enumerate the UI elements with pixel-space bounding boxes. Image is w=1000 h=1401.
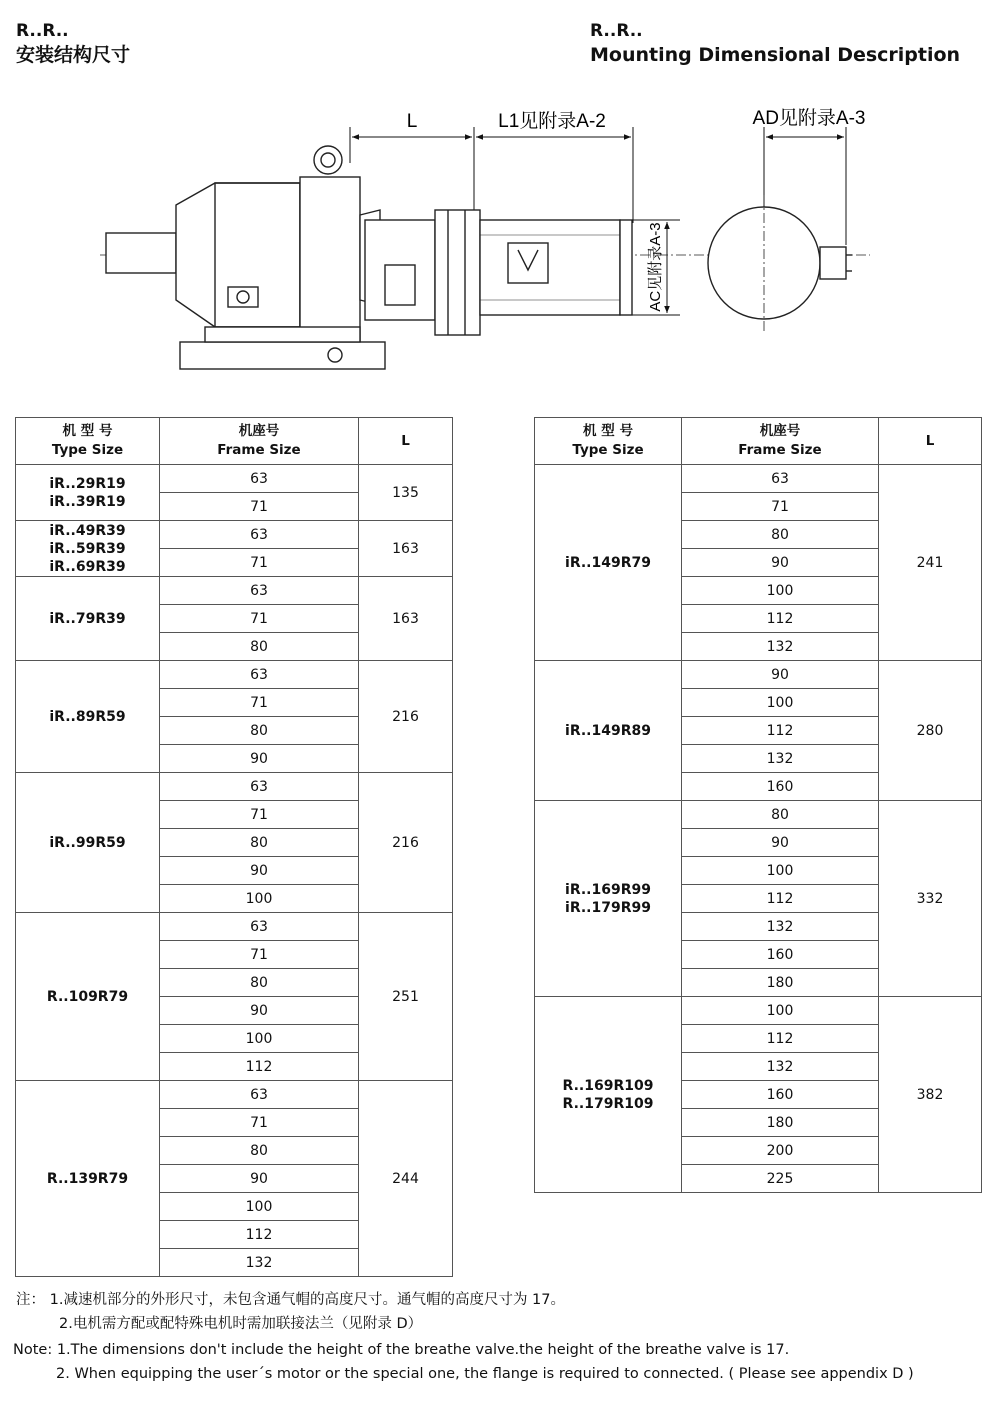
frame-size-cell: 80 — [682, 521, 879, 549]
type-size-cell — [16, 773, 160, 913]
frame-size-cell: 71 — [160, 493, 359, 521]
frame-size-cell: 100 — [682, 997, 879, 1025]
frame-size-cell: 132 — [160, 1249, 359, 1277]
L-cell: 163 — [359, 577, 453, 661]
notes-english — [13, 1338, 914, 1386]
L-cell: 216 — [359, 661, 453, 773]
frame-size-cell: 160 — [682, 1081, 879, 1109]
type-size-label: iR..149R89 — [565, 722, 651, 739]
col-type-size: 机 型 号 Type Size — [16, 418, 160, 465]
L-cell: 135 — [359, 465, 453, 521]
table-row — [535, 997, 982, 1025]
frame-size-cell: 80 — [160, 969, 359, 997]
frame-size-cell: 160 — [682, 773, 879, 801]
frame-size-cell: 100 — [682, 857, 879, 885]
L-cell: 251 — [359, 913, 453, 1081]
frame-size-cell: 90 — [160, 745, 359, 773]
header-left-code: R..R.. — [16, 21, 69, 41]
frame-size-cell: 112 — [682, 605, 879, 633]
frame-size-cell: 63 — [160, 577, 359, 605]
frame-size-cell: 100 — [160, 885, 359, 913]
dim-L-label: L — [406, 111, 418, 132]
frame-size-cell: 180 — [682, 1109, 879, 1137]
col-frame-size: 机座号 Frame Size — [682, 418, 879, 465]
frame-size-cell: 63 — [160, 773, 359, 801]
table-header-row — [535, 418, 982, 465]
note-en-2: 2. When equipping the user´s motor or the special one, the flange is required to connected. ( Please see appendix D ) — [56, 1366, 914, 1382]
col-L: L — [359, 418, 453, 465]
table-row — [16, 465, 453, 493]
frame-size-cell: 225 — [682, 1165, 879, 1193]
frame-size-cell: 112 — [682, 717, 879, 745]
dimension-table-right — [534, 417, 982, 1193]
type-size-cell — [16, 913, 160, 1081]
frame-size-cell: 112 — [682, 1025, 879, 1053]
frame-size-cell: 100 — [160, 1193, 359, 1221]
col-frame-size: 机座号 Frame Size — [160, 418, 359, 465]
table-row — [16, 1081, 453, 1109]
type-size-label: iR..49R39 — [49, 522, 126, 539]
frame-size-cell: 71 — [160, 941, 359, 969]
table-row — [16, 913, 453, 941]
type-size-label: iR..99R59 — [49, 834, 126, 851]
frame-size-cell: 132 — [682, 633, 879, 661]
type-size-label: iR..79R39 — [49, 610, 126, 627]
type-size-label: iR..89R59 — [49, 708, 126, 725]
frame-size-cell: 63 — [682, 465, 879, 493]
frame-size-cell: 71 — [682, 493, 879, 521]
frame-size-cell: 112 — [160, 1053, 359, 1081]
dim-L1-label: L1见附录A-2 — [498, 111, 606, 132]
type-size-label: iR..59R39 — [49, 540, 126, 557]
frame-size-cell: 90 — [160, 857, 359, 885]
header-left-title: 安装结构尺寸 — [16, 44, 131, 66]
L-cell: 244 — [359, 1081, 453, 1277]
note-zh-2: 2.电机需方配或配特殊电机时需加联接法兰（见附录 D） — [59, 1316, 423, 1332]
frame-size-cell: 80 — [160, 633, 359, 661]
note-zh-1: 1.减速机部分的外形尺寸，未包含通气帽的高度尺寸。通气帽的高度尺寸为 17。 — [49, 1292, 566, 1308]
type-size-label: iR..169R99 — [565, 881, 651, 898]
dim-AD-label: AD见附录A-3 — [752, 108, 866, 129]
type-size-cell — [535, 465, 682, 661]
notes-en-prefix: Note: — [13, 1342, 53, 1358]
L-cell: 241 — [879, 465, 982, 661]
type-size-label: R..179R109 — [562, 1095, 654, 1112]
type-size-cell — [535, 801, 682, 997]
L-cell: 280 — [879, 661, 982, 801]
frame-size-cell: 63 — [160, 521, 359, 549]
header-right-code: R..R.. — [590, 21, 643, 41]
L-cell: 163 — [359, 521, 453, 577]
frame-size-cell: 132 — [682, 1053, 879, 1081]
type-size-label: R..169R109 — [562, 1077, 654, 1094]
table-row — [535, 801, 982, 829]
frame-size-cell: 71 — [160, 549, 359, 577]
frame-size-cell: 90 — [160, 997, 359, 1025]
header-right-title: Mounting Dimensional Description — [590, 44, 961, 66]
type-size-cell — [16, 577, 160, 661]
frame-size-cell: 80 — [160, 829, 359, 857]
type-size-label: iR..39R19 — [49, 493, 126, 510]
L-cell: 382 — [879, 997, 982, 1193]
frame-size-cell: 71 — [160, 605, 359, 633]
frame-size-cell: 80 — [160, 1137, 359, 1165]
frame-size-cell: 80 — [160, 717, 359, 745]
table-row — [16, 773, 453, 801]
type-size-label: iR..179R99 — [565, 899, 651, 916]
header-right — [590, 20, 960, 68]
frame-size-cell: 63 — [160, 465, 359, 493]
frame-size-cell: 63 — [160, 913, 359, 941]
frame-size-cell: 90 — [682, 549, 879, 577]
frame-size-cell: 200 — [682, 1137, 879, 1165]
frame-size-cell: 63 — [160, 1081, 359, 1109]
frame-size-cell: 100 — [682, 577, 879, 605]
header-left — [16, 20, 130, 68]
table-header-row — [16, 418, 453, 465]
type-size-cell — [16, 661, 160, 773]
dim-AC-label: AC见附录A-3 — [647, 222, 664, 312]
type-size-label: iR..149R79 — [565, 554, 651, 571]
type-size-cell — [16, 521, 160, 577]
notes-zh-prefix: 注： — [16, 1292, 45, 1308]
dimension-table-left — [15, 417, 453, 1277]
col-L: L — [879, 418, 982, 465]
frame-size-cell: 71 — [160, 689, 359, 717]
type-size-cell — [16, 1081, 160, 1277]
notes-chinese — [16, 1288, 565, 1336]
frame-size-cell: 100 — [160, 1025, 359, 1053]
note-en-1: 1.The dimensions don't include the height of the breathe valve.the height of the breathe valve is 17. — [56, 1342, 790, 1358]
col-type-size: 机 型 号 Type Size — [535, 418, 682, 465]
frame-size-cell: 90 — [160, 1165, 359, 1193]
motor-end-view — [708, 195, 852, 331]
L-cell: 332 — [879, 801, 982, 997]
frame-size-cell: 100 — [682, 689, 879, 717]
table-row — [16, 521, 453, 549]
frame-size-cell: 160 — [682, 941, 879, 969]
frame-size-cell: 71 — [160, 1109, 359, 1137]
frame-size-cell: 63 — [160, 661, 359, 689]
L-cell: 216 — [359, 773, 453, 913]
frame-size-cell: 112 — [682, 885, 879, 913]
table-row — [16, 661, 453, 689]
frame-size-cell: 71 — [160, 801, 359, 829]
type-size-cell — [535, 997, 682, 1193]
type-size-cell — [535, 661, 682, 801]
table-row — [535, 465, 982, 493]
type-size-label: iR..69R39 — [49, 558, 126, 575]
type-size-cell — [16, 465, 160, 521]
table-row — [16, 577, 453, 605]
frame-size-cell: 112 — [160, 1221, 359, 1249]
type-size-label: R..109R79 — [46, 988, 129, 1005]
type-size-label: R..139R79 — [46, 1170, 129, 1187]
type-size-label: iR..29R19 — [49, 475, 126, 492]
frame-size-cell: 90 — [682, 829, 879, 857]
frame-size-cell: 132 — [682, 913, 879, 941]
frame-size-cell: 132 — [682, 745, 879, 773]
frame-size-cell: 180 — [682, 969, 879, 997]
frame-size-cell: 90 — [682, 661, 879, 689]
table-row — [535, 661, 982, 689]
frame-size-cell: 80 — [682, 801, 879, 829]
mounting-drawing — [0, 95, 1000, 385]
